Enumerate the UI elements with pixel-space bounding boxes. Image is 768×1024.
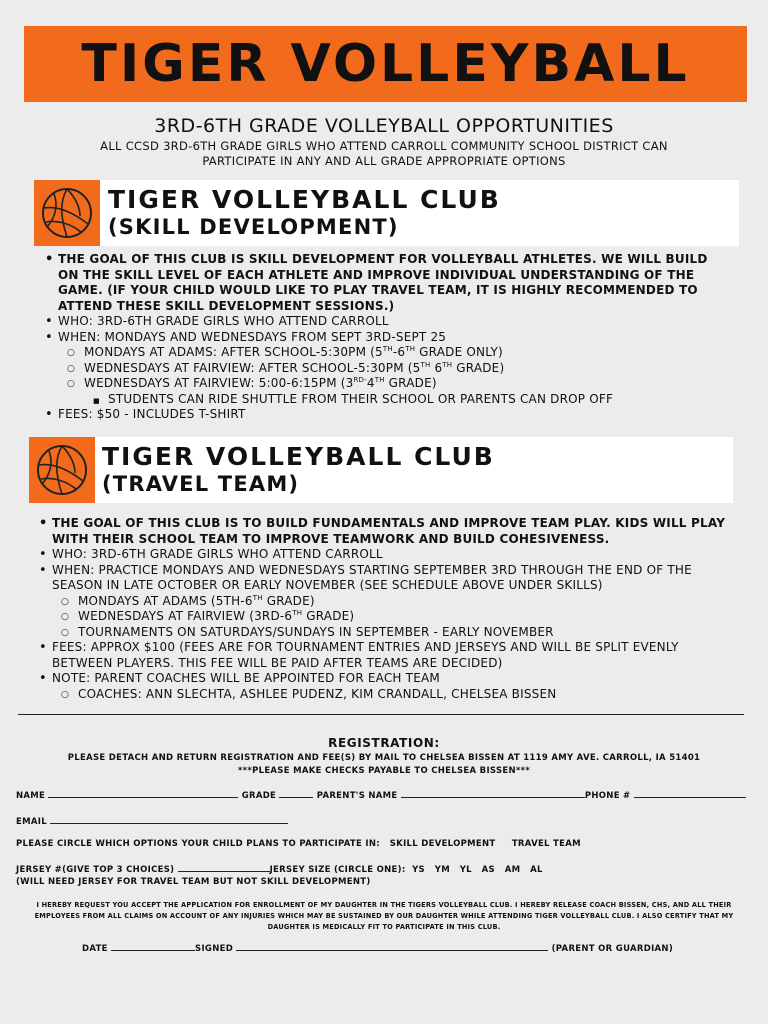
detach-line bbox=[18, 714, 744, 715]
skill-wednesday-fairview-2: ○ WEDNESDAYS AT FAIRVIEW: 5:00-6:15PM ($3^{RD-}4TH$ GRADE) bbox=[58, 376, 718, 392]
travel-monday-adams: ○ MONDAYS AT ADAMS (5TH-6TH GRADE) bbox=[52, 594, 734, 610]
volleyball-icon bbox=[40, 186, 94, 240]
parent-name-field[interactable] bbox=[401, 789, 585, 798]
travel-title-line-1: TIGER VOLLEYBALL CLUB bbox=[102, 442, 495, 471]
name-field[interactable] bbox=[48, 789, 238, 798]
email-field[interactable] bbox=[50, 815, 288, 824]
jersey-row bbox=[16, 863, 543, 876]
skill-wednesday-fairview-1: ○ WEDNESDAYS AT FAIRVIEW: AFTER SCHOOL-5:30PM (5TH 6TH GRADE) bbox=[58, 361, 718, 377]
jersey-note: (WILL NEED JERSEY FOR TRAVEL TEAM BUT NOT SKILL DEVELOPMENT) bbox=[16, 877, 371, 887]
travel-coaches: ○ COACHES: ANN SLECHTA, ASHLEE PUDENZ, KIM CRANDALL, CHELSEA BISSEN bbox=[52, 687, 734, 703]
jersey-number-label: JERSEY #(GIVE TOP 3 CHOICES) bbox=[16, 865, 175, 875]
skill-when: • WHEN: MONDAYS AND WEDNESDAYS FROM SEPT 3RD-SEPT 25 bbox=[58, 330, 718, 346]
registration-instructions bbox=[0, 752, 768, 778]
travel-title-line-2: (TRAVEL TEAM) bbox=[102, 472, 300, 496]
skill-title-line-1: TIGER VOLLEYBALL CLUB bbox=[108, 185, 501, 214]
skill-details-list bbox=[58, 252, 718, 423]
email-label: EMAIL bbox=[16, 817, 47, 827]
skill-monday-adams: ○ MONDAYS AT ADAMS: AFTER SCHOOL-5:30PM (5TH-6TH GRADE ONLY) bbox=[58, 345, 718, 361]
travel-when: • WHEN: PRACTICE MONDAYS AND WEDNESDAYS STARTING SEPTEMBER 3RD THROUGH THE END OF THE SEASON IN LATE OCTOBER OR EARLY NOVEMBER (SEE SCHEDULE ABOVE UNDER SKILLS) bbox=[52, 563, 734, 594]
travel-note: • NOTE: PARENT COACHES WILL BE APPOINTED FOR EACH TEAM bbox=[52, 671, 734, 687]
mail-instructions: PLEASE DETACH AND RETURN REGISTRATION AND FEE(S) BY MAIL TO CHELSEA BISSEN AT 1119 AMY AVE. CARROLL, IA 51401 bbox=[67, 753, 701, 763]
subtitle: 3RD-6TH GRADE VOLLEYBALL OPPORTUNITIES bbox=[154, 115, 614, 137]
intro-text bbox=[60, 139, 708, 169]
option-skill-development[interactable]: SKILL DEVELOPMENT bbox=[389, 839, 496, 849]
signed-label: SIGNED bbox=[195, 944, 234, 954]
intro-line-1: ALL CCSD 3RD-6TH GRADE GIRLS WHO ATTEND CARROLL COMMUNITY SCHOOL DISTRICT CAN bbox=[100, 139, 668, 153]
travel-who: • WHO: 3RD-6TH GRADE GIRLS WHO ATTEND CARROLL bbox=[52, 547, 734, 563]
jersey-size-options[interactable]: YS YM YL AS AM AL bbox=[412, 865, 543, 875]
travel-section-header bbox=[29, 437, 733, 503]
date-label: DATE bbox=[82, 944, 108, 954]
grade-field[interactable] bbox=[279, 789, 313, 798]
options-row bbox=[16, 838, 581, 850]
registration-title: REGISTRATION: bbox=[328, 736, 440, 750]
intro-line-2: PARTICIPATE IN ANY AND ALL GRADE APPROPRIATE OPTIONS bbox=[202, 154, 566, 168]
name-row bbox=[16, 789, 746, 802]
travel-wednesday-fairview: ○ WEDNESDAYS AT FAIRVIEW (3RD-6TH GRADE) bbox=[52, 609, 734, 625]
page-title: TIGER VOLLEYBALL bbox=[81, 34, 690, 94]
jersey-number-field[interactable] bbox=[178, 863, 270, 872]
name-label: NAME bbox=[16, 791, 46, 801]
volleyball-icon-box bbox=[29, 437, 95, 503]
skill-section-title bbox=[108, 186, 501, 240]
skill-who: • WHO: 3RD-6TH GRADE GIRLS WHO ATTEND CARROLL bbox=[58, 314, 718, 330]
phone-label: PHONE # bbox=[584, 791, 631, 801]
skill-goal: • THE GOAL OF THIS CLUB IS SKILL DEVELOPMENT FOR VOLLEYBALL ATHLETES. WE WILL BUILD ON THE SKILL LEVEL OF EACH ATHLETE AND IMPROVE INDIVIDUAL UNDERSTANDING OF THE GAME. (IF YOUR CHILD WOULD LIKE TO PLAY TRAVEL TEAM, IT IS HIGHLY RECOMMENDED TO ATTEND THESE SKILL DEVELOPMENT SESSIONS.) bbox=[58, 252, 718, 314]
phone-field[interactable] bbox=[634, 789, 746, 798]
travel-section-title bbox=[102, 443, 495, 497]
skill-section-header bbox=[34, 180, 739, 246]
travel-goal: • THE GOAL OF THIS CLUB IS TO BUILD FUNDAMENTALS AND IMPROVE TEAM PLAY. KIDS WILL PLAY WITH THEIR SCHOOL TEAM TO IMPROVE TEAMWORK AND BUILD COHESIVENESS. bbox=[52, 516, 734, 547]
option-travel-team[interactable]: TRAVEL TEAM bbox=[511, 839, 581, 849]
skill-title-line-2: (SKILL DEVELOPMENT) bbox=[108, 215, 399, 239]
title-banner bbox=[24, 26, 747, 102]
travel-fees: • FEES: APPROX $100 (FEES ARE FOR TOURNAMENT ENTRIES AND JERSEYS AND WILL BE SPLIT EVENLY BETWEEN PLAYERS. THIS FEE WILL BE PAID AFTER TEAMS ARE DECIDED) bbox=[52, 640, 734, 671]
skill-shuttle-note: ■ STUDENTS CAN RIDE SHUTTLE FROM THEIR SCHOOL OR PARENTS CAN DROP OFF bbox=[58, 392, 718, 408]
date-field[interactable] bbox=[111, 942, 195, 951]
email-row bbox=[16, 815, 288, 828]
parent-name-label: PARENT'S NAME bbox=[316, 791, 398, 801]
volleyball-icon-box bbox=[34, 180, 100, 246]
skill-fees: • FEES: $50 - INCLUDES T-SHIRT bbox=[58, 407, 718, 423]
jersey-size-label: JERSEY SIZE (CIRCLE ONE): bbox=[269, 865, 406, 875]
check-instructions: ***PLEASE MAKE CHECKS PAYABLE TO CHELSEA BISSEN*** bbox=[237, 766, 531, 776]
signature-field[interactable] bbox=[236, 942, 548, 951]
grade-label: GRADE bbox=[241, 791, 277, 801]
travel-details-list bbox=[52, 516, 734, 702]
signature-row bbox=[82, 942, 673, 955]
release-statement: I HEREBY REQUEST YOU ACCEPT THE APPLICATION FOR ENROLLMENT OF MY DAUGHTER IN THE TIGERS VOLLEYBALL CLUB. I HEREBY RELEASE COACH BISSEN, CHS, AND ALL THEIR EMPLOYEES FROM ALL CLAIMS ON ACCOUNT OF ANY INJURIES WHICH MAY BE SUSTAINED BY OUR DAUGHTER WHILE ATTENDING TIGER VOLLEYBALL CLUB. I ALSO CERTIFY THAT MY DAUGHTER IS MEDICALLY FIT TO PARTICIPATE IN THIS CLUB. bbox=[34, 901, 734, 931]
volleyball-icon bbox=[35, 443, 89, 497]
travel-tournaments: ○ TOURNAMENTS ON SATURDAYS/SUNDAYS IN SEPTEMBER - EARLY NOVEMBER bbox=[52, 625, 734, 641]
options-prompt: PLEASE CIRCLE WHICH OPTIONS YOUR CHILD PLANS TO PARTICIPATE IN: bbox=[16, 839, 380, 849]
parent-guardian-label: (PARENT OR GUARDIAN) bbox=[551, 944, 674, 954]
